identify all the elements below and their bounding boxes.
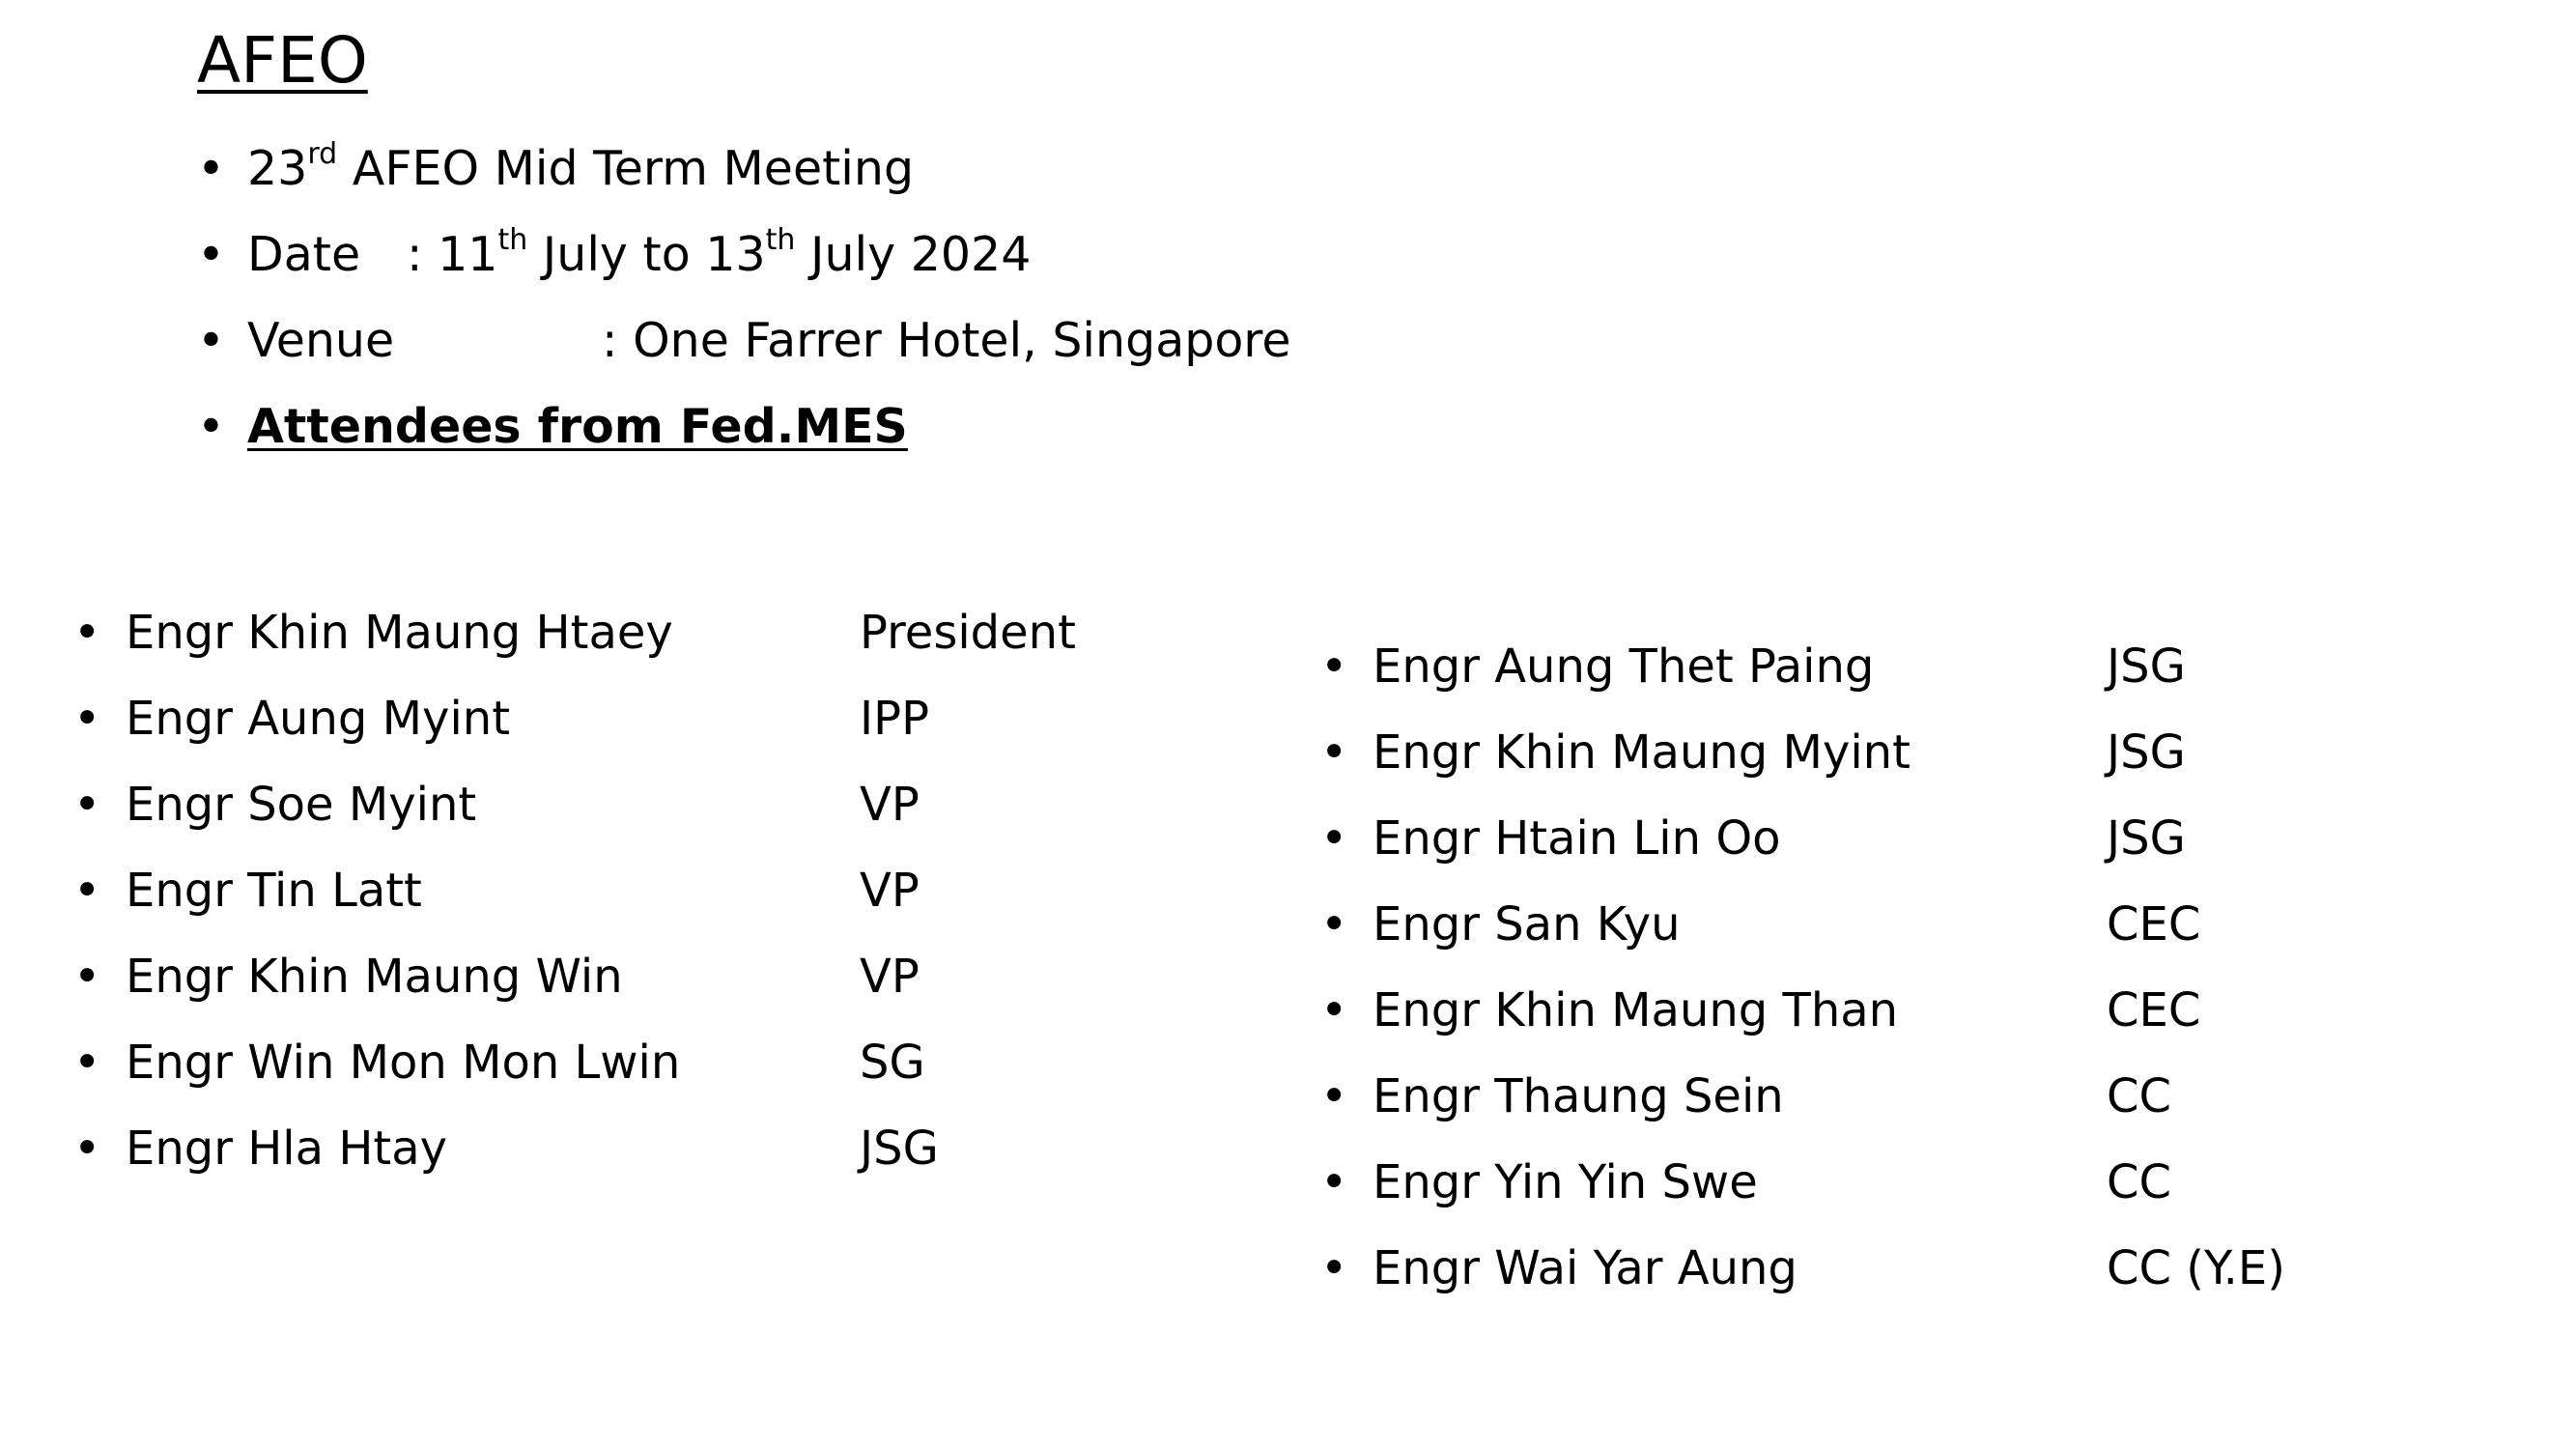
date-end-suffix: th [765, 223, 796, 257]
meeting-number: 23 [247, 141, 308, 196]
attendee-name: Engr Win Mon Mon Lwin [126, 1036, 681, 1090]
bullet-icon: • [1320, 639, 1348, 694]
date-separator: : [407, 227, 439, 282]
bullet-icon: • [1320, 811, 1348, 866]
meeting-date-item [197, 221, 1291, 307]
attendee-role: VP [860, 950, 920, 1004]
bullet-icon: • [197, 399, 225, 454]
bullet-icon: • [73, 778, 101, 832]
attendee-name: Engr Khin Maung Htaey [126, 606, 673, 660]
attendee-role: SG [860, 1036, 925, 1090]
meeting-info-list [197, 135, 1291, 479]
attendee-role: VP [860, 864, 920, 918]
attendee-name: Engr Soe Myint [126, 778, 477, 832]
date-start-suffix: th [497, 223, 528, 257]
attendee-name: Engr San Kyu [1373, 897, 1681, 952]
attendee-role: JSG [860, 1122, 939, 1176]
bullet-icon: • [1320, 1069, 1348, 1123]
bullet-icon: • [73, 692, 101, 746]
date-start-day: 11 [438, 227, 498, 282]
venue-value: : One Farrer Hotel, Singapore [602, 313, 1291, 368]
attendee-role: VP [860, 778, 920, 832]
attendee-role: CC [2107, 1155, 2172, 1209]
bullet-icon: • [1320, 1241, 1348, 1295]
bullet-icon: • [73, 1122, 101, 1176]
attendees-heading-item [197, 393, 1291, 479]
bullet-icon: • [73, 606, 101, 660]
bullet-icon: • [197, 227, 225, 282]
attendee-role: CEC [2107, 897, 2201, 952]
attendee-role: CC [2107, 1069, 2172, 1123]
meeting-name-item [197, 135, 1291, 221]
bullet-icon: • [1320, 897, 1348, 952]
venue-label: Venue [247, 313, 395, 368]
bullet-icon: • [73, 950, 101, 1004]
attendee-name: Engr Wai Yar Aung [1373, 1241, 1798, 1295]
attendee-role: CC (Y.E) [2107, 1241, 2285, 1295]
attendee-name: Engr Tin Latt [126, 864, 422, 918]
bullet-icon: • [73, 864, 101, 918]
attendee-role: IPP [860, 692, 930, 746]
attendee-name: Engr Hla Htay [126, 1122, 448, 1176]
bullet-icon: • [197, 141, 225, 196]
attendee-name: Engr Aung Myint [126, 692, 511, 746]
attendee-name: Engr Thaung Sein [1373, 1069, 1784, 1123]
bullet-icon: • [1320, 725, 1348, 780]
attendee-name: Engr Khin Maung Win [126, 950, 623, 1004]
attendees-heading: Attendees from Fed.MES [247, 399, 908, 454]
attendee-role: President [860, 606, 1076, 660]
bullet-icon: • [197, 313, 225, 368]
attendee-name: Engr Yin Yin Swe [1373, 1155, 1758, 1209]
slide-title: AFEO [197, 23, 368, 98]
bullet-icon: • [73, 1036, 101, 1090]
date-end-day: 13 [705, 227, 766, 282]
attendee-role: JSG [2107, 811, 2186, 866]
date-end-rest: July 2024 [795, 227, 1032, 282]
bullet-icon: • [1320, 1155, 1348, 1209]
date-start-rest: July to [527, 227, 706, 282]
date-label: Date [247, 227, 361, 282]
attendee-role: JSG [2107, 639, 2186, 694]
attendee-name: Engr Khin Maung Myint [1373, 725, 1911, 780]
attendee-role: CEC [2107, 983, 2201, 1037]
meeting-name: AFEO Mid Term Meeting [337, 141, 915, 196]
attendee-name: Engr Khin Maung Than [1373, 983, 1899, 1037]
attendee-name: Engr Htain Lin Oo [1373, 811, 1781, 866]
attendee-name: Engr Aung Thet Paing [1373, 639, 1875, 694]
meeting-venue-item [197, 307, 1291, 393]
meeting-number-suffix: rd [307, 137, 338, 171]
bullet-icon: • [1320, 983, 1348, 1037]
attendee-role: JSG [2107, 725, 2186, 780]
